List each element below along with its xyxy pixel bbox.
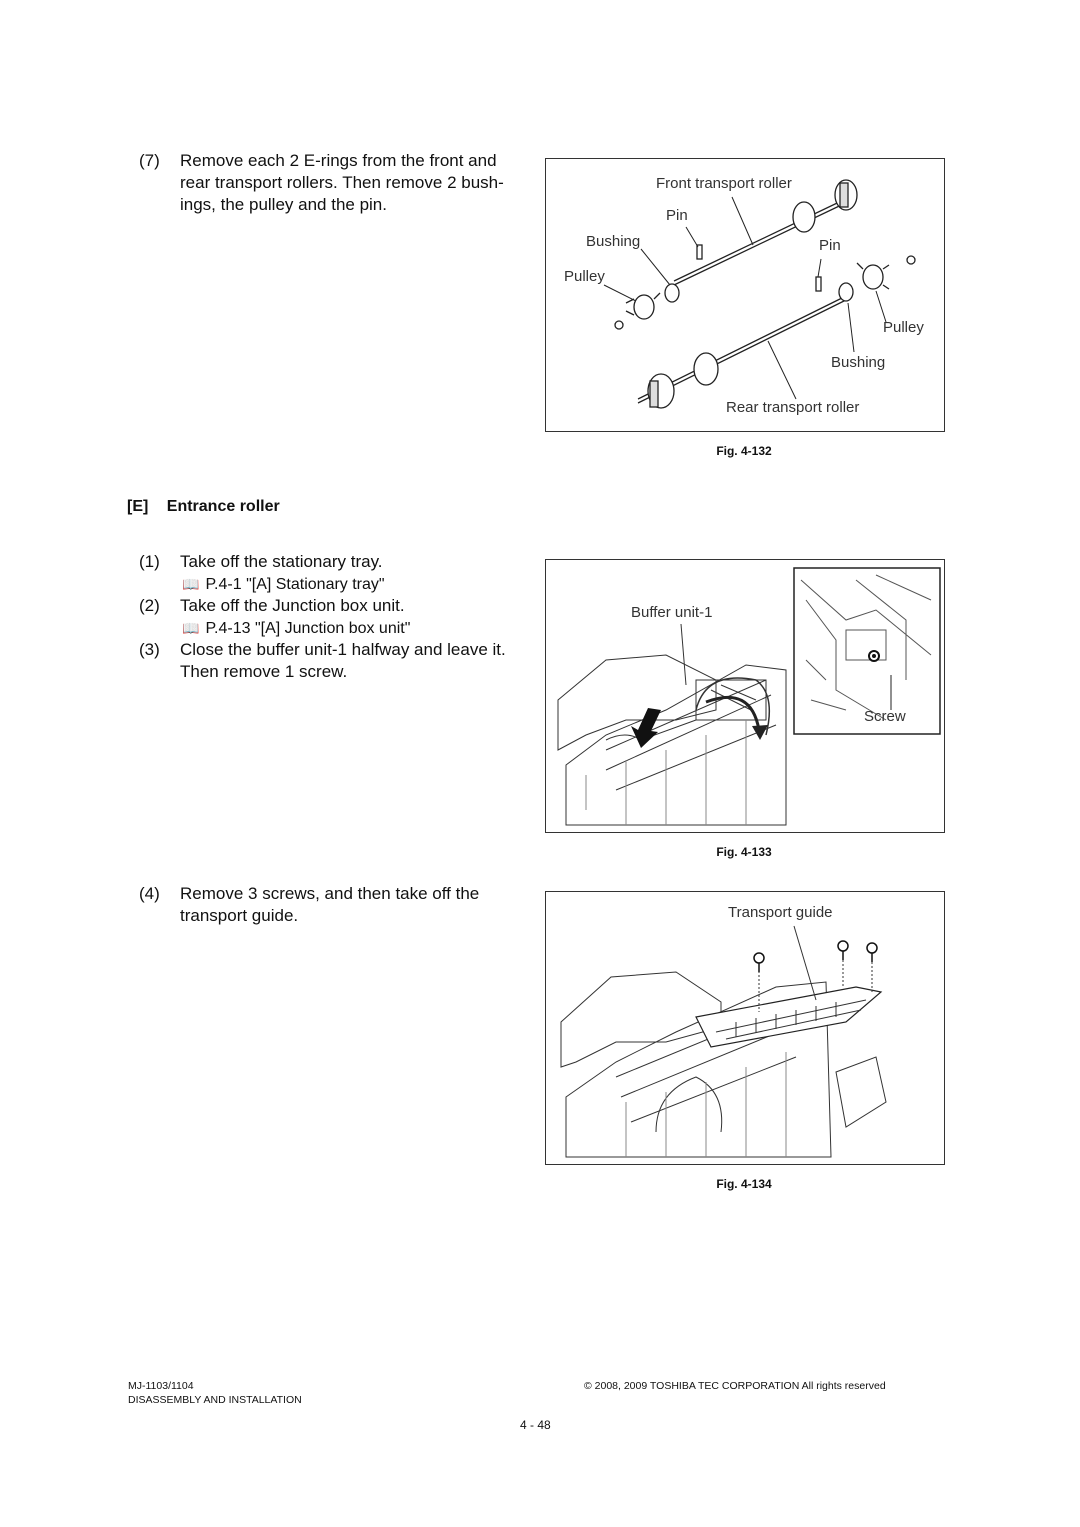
section-title: Entrance roller xyxy=(166,498,280,515)
figure-4-133 xyxy=(545,559,945,833)
step-number: (4) xyxy=(139,884,160,903)
figure-caption: Fig. 4-134 xyxy=(716,1177,772,1191)
label-bushing-right: Bushing xyxy=(831,354,886,371)
step-3 xyxy=(139,639,539,683)
label-pin-right: Pin xyxy=(819,237,841,254)
transport-guide-illustration xyxy=(546,892,946,1166)
label-front-transport-roller: Front transport roller xyxy=(656,175,792,192)
step-number: (2) xyxy=(139,596,160,615)
footer-model: MJ-1103/1104 xyxy=(128,1380,194,1392)
label-transport-guide: Transport guide xyxy=(728,904,833,921)
footer-copyright: © 2008, 2009 TOSHIBA TEC CORPORATION All rights reserved xyxy=(584,1380,886,1392)
reference-text: P.4-1 "[A] Stationary tray" xyxy=(205,576,385,593)
book-icon: 📖 xyxy=(182,576,200,592)
label-rear-transport-roller: Rear transport roller xyxy=(726,399,860,416)
label-buffer-unit-1: Buffer unit-1 xyxy=(631,604,713,621)
step-text-line: Close the buffer unit-1 halfway and leave it. xyxy=(180,640,506,659)
reference-text: P.4-13 "[A] Junction box unit" xyxy=(205,620,411,637)
step-text-line: ings, the pulley and the pin. xyxy=(180,195,387,214)
section-heading xyxy=(127,498,280,516)
step-text-line: Then remove 1 screw. xyxy=(180,662,348,681)
label-pulley-left: Pulley xyxy=(564,268,605,285)
reference-link[interactable] xyxy=(182,573,385,596)
step-text-line: rear transport rollers. Then remove 2 bush- xyxy=(180,173,504,192)
step-number: (3) xyxy=(139,640,160,659)
label-pulley-right: Pulley xyxy=(883,319,924,336)
step-text: Take off the Junction box unit. xyxy=(180,596,405,615)
page-number: 4 - 48 xyxy=(520,1418,551,1432)
label-pin-left: Pin xyxy=(666,207,688,224)
step-text-line: Remove each 2 E-rings from the front and xyxy=(180,151,497,170)
footer-section: DISASSEMBLY AND INSTALLATION xyxy=(128,1394,302,1406)
label-bushing-left: Bushing xyxy=(586,233,641,250)
figure-4-134 xyxy=(545,891,945,1165)
figure-caption: Fig. 4-132 xyxy=(716,444,772,458)
step-1 xyxy=(139,551,539,573)
step-number: (7) xyxy=(139,151,160,170)
section-tag: [E] xyxy=(127,498,149,515)
step-text: Take off the stationary tray. xyxy=(180,552,383,571)
step-4 xyxy=(139,883,539,927)
roller-assembly-illustration xyxy=(546,159,946,433)
figure-4-132 xyxy=(545,158,945,432)
reference-link[interactable] xyxy=(182,617,410,640)
step-2 xyxy=(139,595,539,617)
buffer-unit-illustration xyxy=(546,560,946,834)
step-text-line: transport guide. xyxy=(180,906,299,925)
step-7 xyxy=(139,150,539,216)
figure-caption: Fig. 4-133 xyxy=(716,845,772,859)
label-screw: Screw xyxy=(864,708,906,725)
book-icon: 📖 xyxy=(182,620,200,636)
step-number: (1) xyxy=(139,552,160,571)
step-text-line: Remove 3 screws, and then take off the xyxy=(180,884,480,903)
